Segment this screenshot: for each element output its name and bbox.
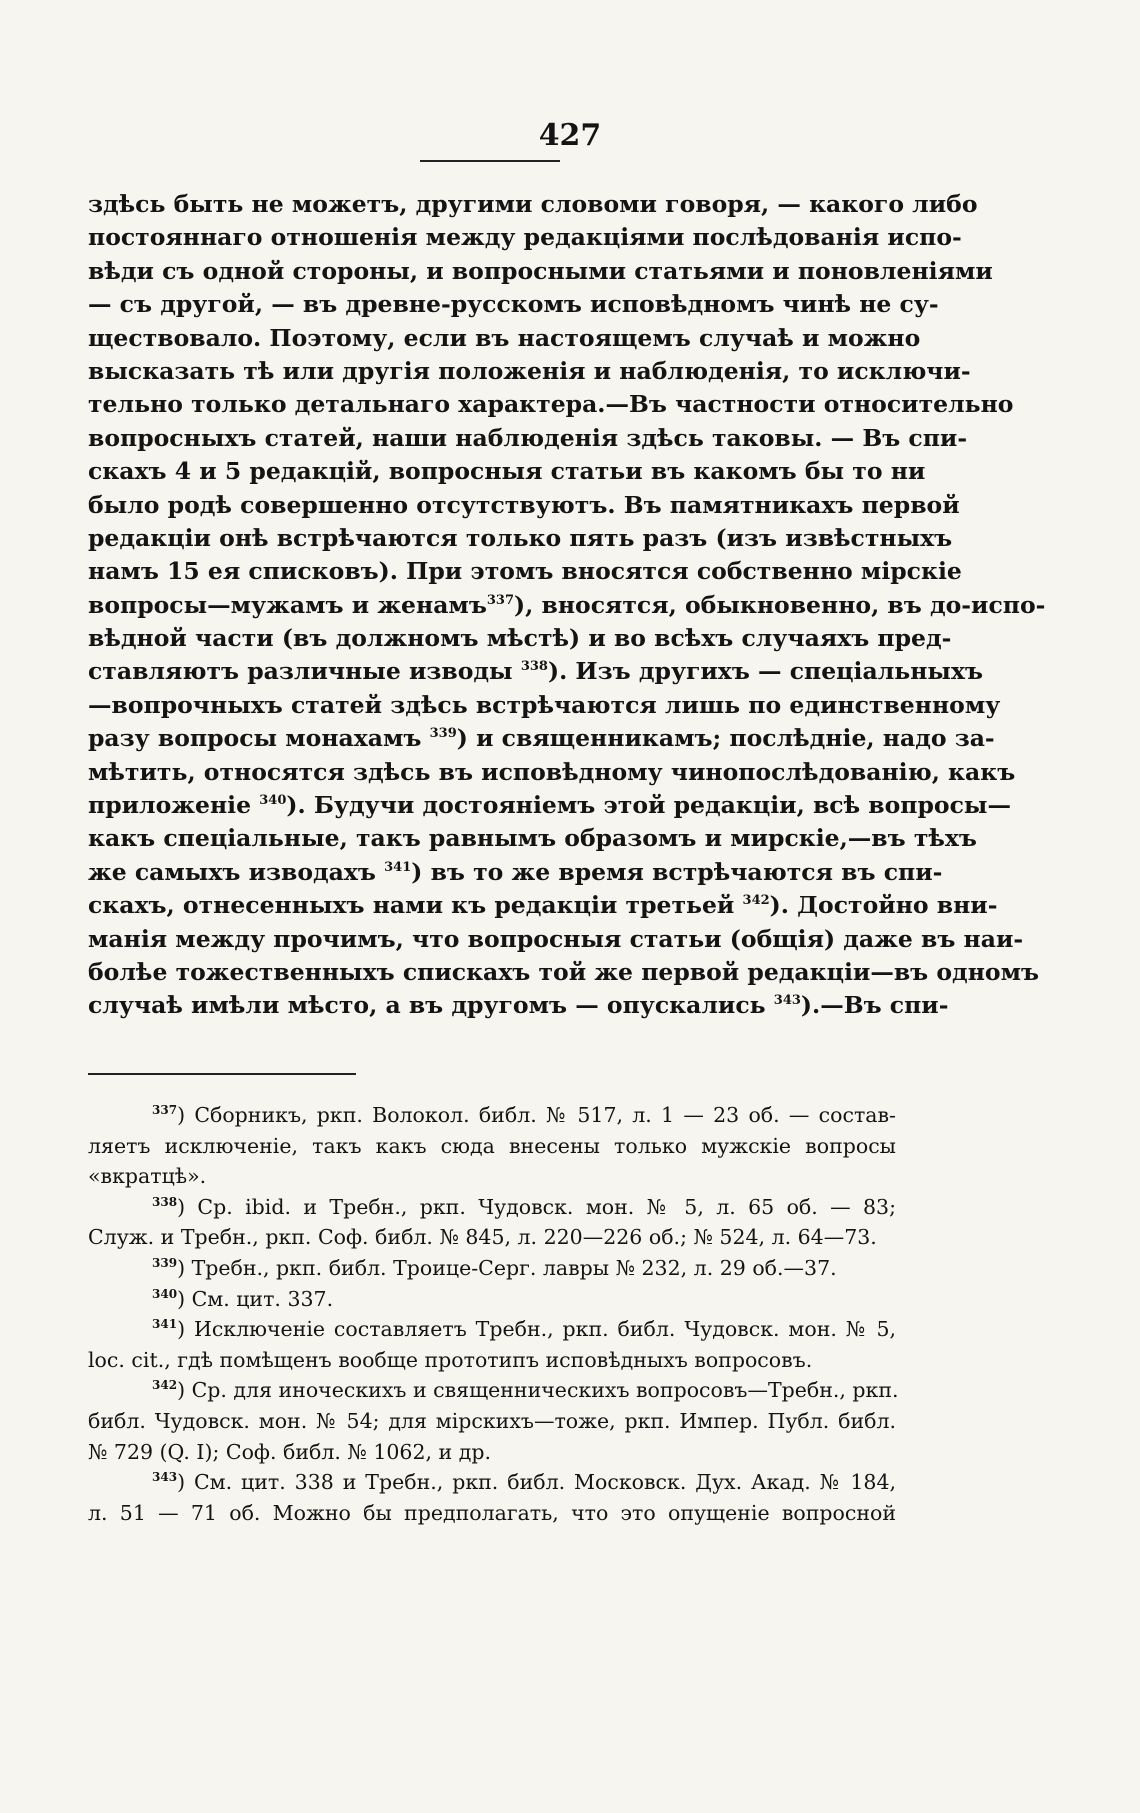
body-line <box>88 221 962 254</box>
body-text-segment: же самыхъ изводахъ <box>88 857 385 886</box>
body-line <box>88 956 1040 989</box>
body-text-segment: приложеніе <box>88 791 260 820</box>
body-line <box>88 756 1016 789</box>
body-text-segment: ), вносятся, обыкновенно, въ до-испо- <box>514 590 1046 619</box>
footnote-text: ) Исключеніе составляетъ Требн., ркп. библ. Чудовск. мон. № 5, <box>177 1317 896 1342</box>
footnote-reference: 338 <box>520 659 548 675</box>
footnote-text: ляетъ исключеніе, такъ какъ сюда внесены только мужскіе вопросы <box>88 1133 896 1158</box>
footnote-line <box>88 1284 896 1315</box>
footnote-number: 343 <box>152 1470 178 1485</box>
body-text-segment: ).—Въ спи- <box>800 991 949 1020</box>
body-text-segment: ) въ то же время встрѣчаются въ спи- <box>411 857 943 886</box>
footnote-line <box>88 1192 896 1223</box>
body-text-segment: высказать тѣ или другія положенія и наблюденія, то исключи- <box>88 356 971 385</box>
footnote-number: 338 <box>152 1194 178 1209</box>
body-line <box>88 422 968 455</box>
footnote-line <box>88 1314 896 1345</box>
body-text-segment: манія между прочимъ, что вопросныя статьи (общія) даже въ наи- <box>88 924 1024 953</box>
body-line <box>88 889 998 922</box>
body-text-segment: постояннаго отношенія между редакціями послѣдованія испо- <box>88 223 962 252</box>
footnote-text: loc. cit., гдѣ помѣщенъ вообще прототипъ исповѣдныхъ вопросовъ. <box>88 1347 813 1372</box>
body-text-segment: случаѣ имѣли мѣсто, а въ другомъ — опускались <box>88 991 774 1020</box>
footnote-text: ) См. цит. 337. <box>177 1286 334 1311</box>
body-text-segment: вѣдной части (въ должномъ мѣстѣ) и во всѣхъ случаяхъ пред- <box>88 624 952 653</box>
footnote-text: Служ. и Требн., ркп. Соф. библ. № 845, л. 220—226 об.; № 524, л. 64—73. <box>88 1225 877 1250</box>
body-text-segment: ставляютъ различные изводы <box>88 657 521 686</box>
body-text-segment: скахъ, отнесенныхъ нами къ редакціи третьей <box>88 891 743 920</box>
footnote <box>88 1192 896 1253</box>
footnote-line <box>88 1345 896 1376</box>
footnote-line <box>88 1131 896 1162</box>
footnote-text: ) Ср. ibid. и Требн., ркп. Чудовск. мон. № 5, л. 65 об. — 83; <box>177 1194 896 1219</box>
body-text-segment: ) и священникамъ; послѣдніе, надо за- <box>456 724 995 753</box>
footnote-line <box>88 1253 896 1284</box>
body-line <box>88 589 1046 622</box>
body-text-segment: вѣди съ одной стороны, и вопросными статьями и поновленіями <box>88 256 993 285</box>
footnote-line <box>88 1375 899 1406</box>
footnote-text: библ. Чудовск. мон. № 54; для мірскихъ—тоже, ркп. Импер. Публ. библ. <box>88 1408 896 1433</box>
footnote-number: 341 <box>152 1317 178 1332</box>
footnote-rule <box>88 1073 356 1075</box>
body-line <box>88 622 952 655</box>
footnote-number: 337 <box>152 1103 178 1117</box>
page-number: 427 <box>538 118 602 153</box>
footnote-text: л. 51 — 71 об. Можно бы предполагать, что это опущеніе вопросной <box>88 1500 896 1525</box>
footnote <box>88 1467 896 1528</box>
footnote-line <box>88 1498 896 1529</box>
footnote-reference: 343 <box>773 993 801 1009</box>
body-text-segment: — съ другой, — въ древне-русскомъ исповѣдномъ чинѣ не су- <box>88 290 939 319</box>
body-text-segment: здѣсь быть не можетъ, другими словоми говоря, — какого либо <box>88 190 978 218</box>
body-line <box>88 989 949 1022</box>
body-text-segment: болѣе тожественныхъ спискахъ той же первой редакціи—въ одномъ <box>88 957 1040 986</box>
body-text-segment: редакціи онѣ встрѣчаются только пять разъ (изъ извѣстныхъ <box>88 523 953 552</box>
footnote-line <box>88 1100 896 1131</box>
body-line <box>88 355 971 388</box>
footnote <box>88 1253 896 1284</box>
footnote <box>88 1100 896 1192</box>
footnote-number: 342 <box>152 1378 178 1393</box>
body-line <box>88 522 953 555</box>
body-paragraph <box>88 188 1046 1023</box>
footnote-reference: 342 <box>742 893 770 909</box>
body-text-segment: разу вопросы монахамъ <box>88 724 430 753</box>
body-text-segment: скахъ 4 и 5 редакцій, вопросныя статьи въ какомъ бы то ни <box>88 457 926 486</box>
body-line <box>88 555 962 588</box>
footnote-text: № 729 (Q. I); Соф. библ. № 1062, и др. <box>88 1439 491 1464</box>
body-line <box>88 489 960 522</box>
body-line <box>88 388 1014 421</box>
footnote <box>88 1375 899 1467</box>
footnote-text: ) Ср. для иноческихъ и священническихъ вопросовъ—Требн., ркп. <box>177 1378 899 1403</box>
footnote-line <box>88 1406 896 1437</box>
footnote-text: «вкратцѣ». <box>88 1164 207 1189</box>
body-text-segment: ). Достойно вни- <box>769 891 998 920</box>
body-line <box>88 655 984 688</box>
body-line <box>88 455 926 488</box>
body-text-segment: намъ 15 ея списковъ). При этомъ вносятся собственно мірскіе <box>88 557 962 586</box>
body-text-segment: —вопрочныхъ статей здѣсь встрѣчаются лишь по единственному <box>88 690 1001 719</box>
footnote-reference: 339 <box>429 726 457 742</box>
footnote-number: 340 <box>152 1286 178 1301</box>
footnote-line <box>88 1437 896 1468</box>
body-line <box>88 322 921 355</box>
footnote-text: ) См. цит. 338 и Требн., ркп. библ. Московск. Дух. Акад. № 184, <box>177 1470 896 1495</box>
footnote <box>88 1284 896 1315</box>
footnote-number: 339 <box>152 1255 178 1270</box>
footnote-text: ) Сборникъ, ркп. Волокол. библ. № 517, л. 1 — 23 об. — состав- <box>177 1103 896 1127</box>
body-line <box>88 288 939 321</box>
body-line <box>88 789 1011 822</box>
footnote-line <box>88 1161 896 1192</box>
body-line <box>88 255 993 288</box>
footnote-text: ) Требн., ркп. библ. Троице-Серг. лавры № 232, л. 29 об.—37. <box>177 1255 837 1280</box>
body-text-segment: вопросы—мужамъ и женамъ <box>88 590 487 619</box>
footnote-reference: 341 <box>384 859 412 875</box>
body-text-segment: вопросныхъ статей, наши наблюденія здѣсь таковы. — Въ спи- <box>88 423 968 452</box>
footnote-line <box>88 1222 896 1253</box>
body-line <box>88 822 977 855</box>
footnote-reference: 337 <box>486 592 515 608</box>
footnotes <box>88 1100 899 1528</box>
body-text-segment: тельно только детальнаго характера.—Въ частности относительно <box>88 390 1014 419</box>
footnote <box>88 1314 896 1375</box>
body-line <box>88 923 1024 956</box>
body-text-segment: ществовало. Поэтому, если въ настоящемъ случаѣ и можно <box>88 323 921 352</box>
body-text-segment: ). Изъ другихъ — спеціальныхъ <box>547 657 984 686</box>
body-text-segment: какъ спеціальные, такъ равнымъ образомъ и мирскіе,—въ тѣхъ <box>88 824 977 853</box>
body-line <box>88 689 1001 722</box>
body-line <box>88 188 978 221</box>
body-text-segment: ). Будучи достояніемъ этой редакціи, всѣ вопросы— <box>286 791 1011 820</box>
page-number-rule <box>420 160 560 162</box>
body-line <box>88 856 943 889</box>
body-text-segment: мѣтить, относятся здѣсь въ исповѣдному чинопослѣдованію, какъ <box>88 757 1016 786</box>
body-text-segment: было родѣ совершенно отсутствуютъ. Въ памятникахъ первой <box>88 490 960 519</box>
footnote-reference: 340 <box>259 793 287 809</box>
footnote-line <box>88 1467 896 1498</box>
body-line <box>88 722 995 755</box>
